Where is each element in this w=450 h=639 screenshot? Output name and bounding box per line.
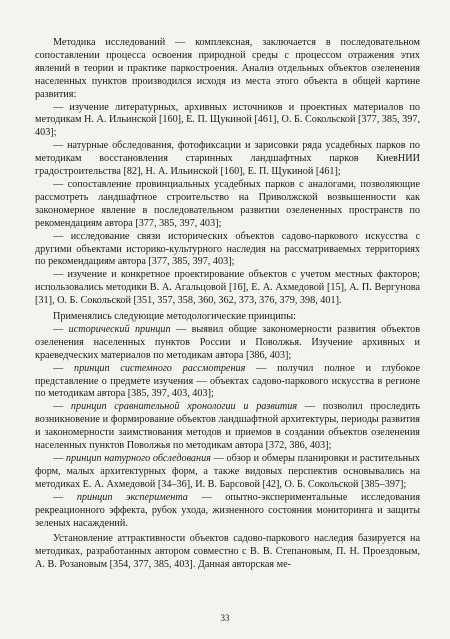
principle-historical [35,324,420,363]
list-item-literature: — изучение литературных, архивных источников и проектных материалов по методикам Н. А. Ильинской [160], Е. П. Щукиной [461], О. Б. Сокольской [377, 385, 397, 403]; [35,101,420,139]
list-item-field-surveys: — натурные обследования, фотофиксации и зарисовки ряда усадебных парков по методикам восстановления старинных ландшафтных парков КиевНИИ градостроительства [82], Н. А. Ильинской [160], Е. П. Щукиной [461]; [35,140,420,178]
list-item-heritage-links: — исследование связи исторических объектов садово-паркового искусства с другими объектами историко-культурного наследия на рассматриваемых территориях по рекомендациям автора [377, 385, 397, 403]; [35,230,420,268]
principle-field-survey [35,453,420,492]
principle-description: — обзор и обмеры планировки и растительных форм, малых архитектурных форм, а также видовых перспектив основывались на методиках Е. А. Ахмедовой [34–36], И. В. Барсовой [42], О. Б. Сокольской [385–397]; [35,453,420,490]
list-item-design: — изучение и конкретное проектирование объектов с учетом местных факторов; использовались методики В. А. Агальцовой [16], Е. А. Ахмедовой [15], А. П. Вергунова [31], О. Б. Сокольской [351, 357, 358, 360, 362, 373, 376, 379, 398, 401]. [35,269,420,307]
principle-experiment [35,492,420,531]
principle-name: исторический принцип [68,323,171,335]
page-number-footer [0,613,450,623]
paragraph-principles-intro: Применялись следующие методологические принципы: [53,311,296,323]
list-dash: — [53,453,66,464]
list-dash: — [53,323,69,335]
list-dash: — [53,491,77,503]
list-dash: — [53,362,74,374]
list-item-comparison: — сопоставление провинциальных усадебных парков с аналогами, позволяющие рассмотреть ландшафтное строительство на Приволжской возвышенности как закономерное явление в последовательном развитии озелененных пространств по рекомендациям автора [377, 385, 397, 403]; [35,178,420,229]
paragraph-attractiveness: Установление аттрактивности объектов садово-паркового наследия базируется на методиках, разработанных автором совместно с В. В. Степановым, П. Н. Проездовым, А. В. Розановым [354, 377, 385, 403]. Данная авторская ме- [35,533,420,571]
principle-name: принцип эксперимента [76,491,188,503]
principle-description: — выявил общие закономерности развития объектов озеленения населенных пунктов России и Поволжья. Изучение архивных и краеведческих материалов по методикам автора [386, 403]; [35,323,421,361]
principle-name: принцип системного рассмотрения [73,362,246,374]
paragraph-method-intro: Методика исследований — комплексная, заключается в последовательном сопоставлении процесса освоения природной среды с процессом отражения этих явлений в теории и практике паркостроения. Анализ отдельных объектов озеленения населенных пунктов производился исходя из места этого объекта в общей картине развития: [35,37,420,100]
principle-description: — опытно-экспериментальные исследования рекреационного эффекта, рубок ухода, жизненного состояния мониторинга и защиты зеленых насаждений. [35,491,421,529]
text-body [35,37,420,572]
principle-name: принцип сравнительной хронологии и развития [70,401,298,413]
page-number: 33 [220,613,230,623]
principle-name: принцип натурного обследования [65,453,211,464]
principle-systemic [35,363,420,402]
principle-description: — позволил проследить возникновение и формирование объектов ландшафтной архитектуры, периоды развития и закономерности заимствования методов и приемов в создании объектов озеленения населенных пунктов Поволжья по методикам автора [372, 386, 403]; [35,401,420,452]
principle-comparative-chronology [35,401,420,453]
principle-description: — получил полное и глубокое представление о предмете изучения — объектах садово-паркового искусства в регионе по методикам автора [385, 397, 403, 403]; [35,362,421,400]
list-dash: — [53,401,71,413]
